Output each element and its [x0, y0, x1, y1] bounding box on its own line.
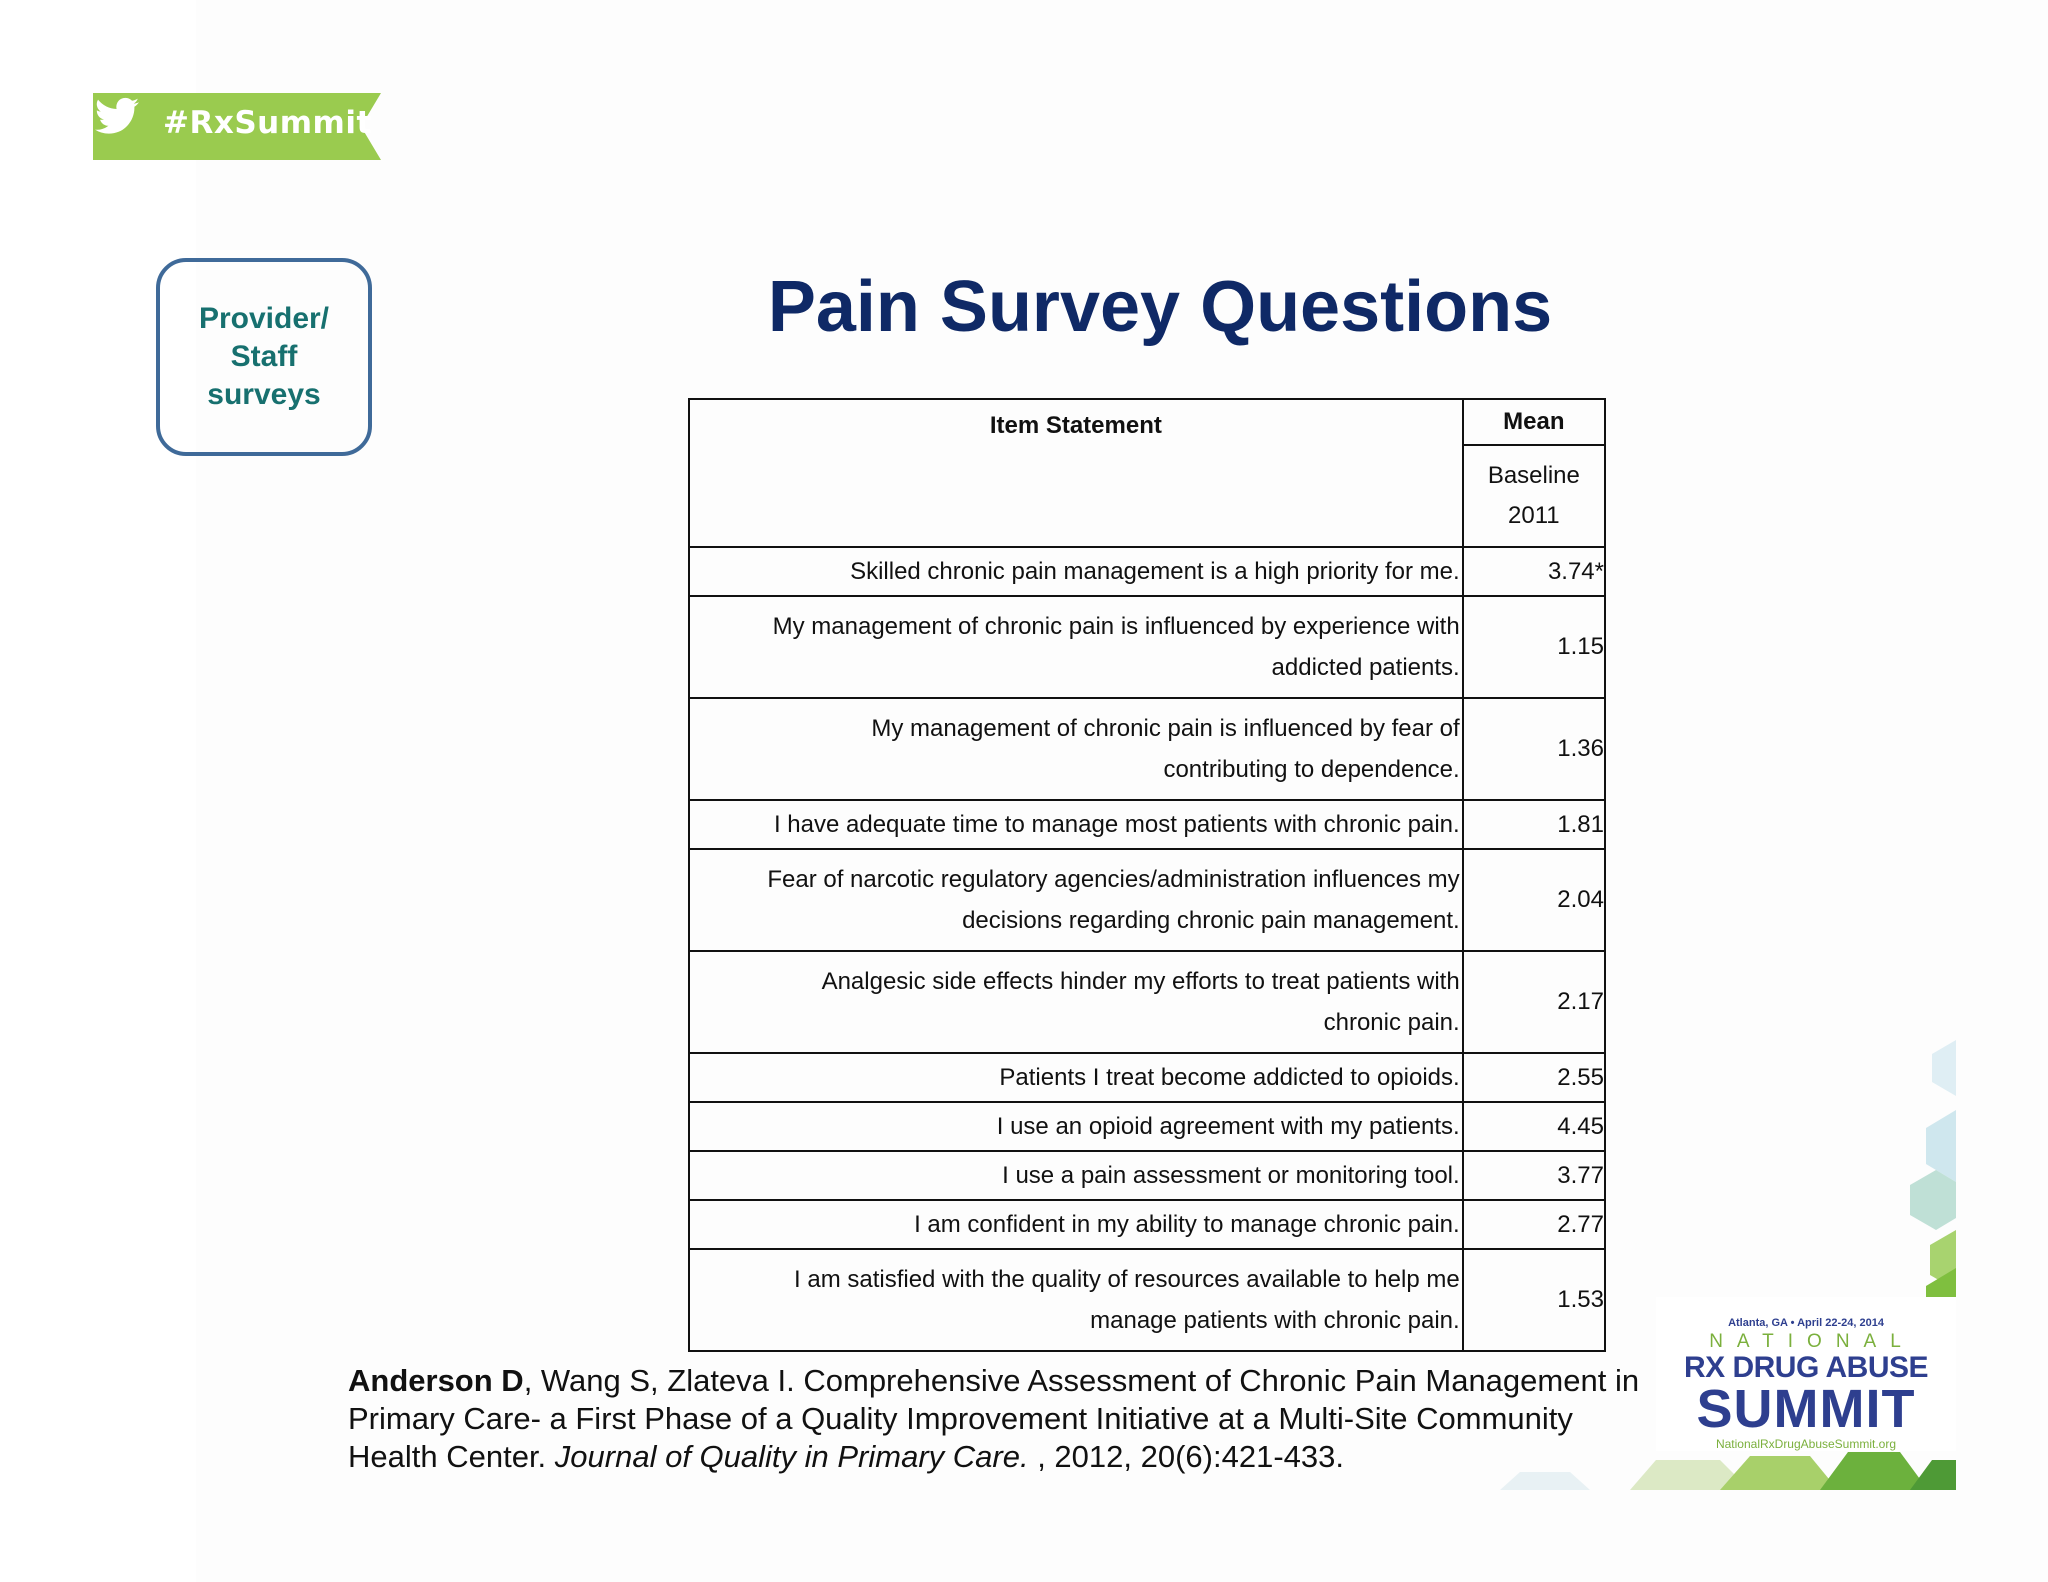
summit-logo-text	[1656, 1297, 1956, 1451]
item-statement: My management of chronic pain is influenced by experience with addicted patients.	[689, 596, 1463, 698]
baseline-header	[1463, 445, 1605, 547]
citation	[348, 1362, 1668, 1476]
badge-line: Provider/	[198, 302, 330, 335]
table-row	[689, 1200, 1605, 1249]
table-row	[689, 1249, 1605, 1351]
item-statement: Fear of narcotic regulatory agencies/administration influences my decisions regarding chronic pain management.	[689, 849, 1463, 951]
summit-word: SUMMIT	[1696, 1379, 1916, 1439]
summit-date: Atlanta, GA • April 22-24, 2014	[1728, 1317, 1884, 1329]
table-row	[689, 951, 1605, 1053]
badge-line: Staff	[230, 340, 298, 373]
badge-line: surveys	[207, 378, 321, 411]
mean-value: 2.17	[1463, 951, 1605, 1053]
baseline-year: 2011	[1508, 502, 1560, 529]
summit-url: NationalRxDrugAbuseSummit.org	[1715, 1437, 1897, 1451]
table-row	[689, 800, 1605, 849]
twitter-bird-icon	[93, 93, 141, 141]
baseline-label: Baseline	[1487, 462, 1580, 489]
item-statement: My management of chronic pain is influenced by fear of contributing to dependence.	[689, 698, 1463, 800]
citation-details: , 2012, 20(6):421-433.	[1037, 1439, 1344, 1474]
mean-value: 2.55	[1463, 1053, 1605, 1102]
mean-value: 1.36	[1463, 698, 1605, 800]
mean-header: Mean	[1463, 399, 1605, 445]
citation-journal: Journal of Quality in Primary Care.	[554, 1439, 1038, 1474]
item-statement: Analgesic side effects hinder my efforts to treat patients with chronic pain.	[689, 951, 1463, 1053]
citation-lead-author: Anderson D	[348, 1363, 524, 1398]
table-row	[689, 1102, 1605, 1151]
page-title: Pain Survey Questions	[767, 267, 1553, 347]
table-row	[689, 547, 1605, 596]
mean-value: 4.45	[1463, 1102, 1605, 1151]
provider-staff-badge	[156, 258, 372, 456]
item-statement-header: Item Statement	[689, 399, 1463, 547]
table-row	[689, 849, 1605, 951]
mean-value: 2.77	[1463, 1200, 1605, 1249]
item-statement: Skilled chronic pain management is a high priority for me.	[689, 547, 1463, 596]
mean-value: 1.53	[1463, 1249, 1605, 1351]
item-statement: I am confident in my ability to manage chronic pain.	[689, 1200, 1463, 1249]
mean-value: 3.74*	[1463, 547, 1605, 596]
summit-rx: RX DRUG ABUSE	[1683, 1351, 1929, 1384]
table-row	[689, 596, 1605, 698]
table-header-row	[689, 399, 1605, 445]
table-row	[689, 698, 1605, 800]
item-statement: Patients I treat become addicted to opioids.	[689, 1053, 1463, 1102]
table-row	[689, 1151, 1605, 1200]
item-statement: I am satisfied with the quality of resources available to help me manage patients with chronic pain.	[689, 1249, 1463, 1351]
item-statement: I use an opioid agreement with my patients.	[689, 1102, 1463, 1151]
survey-table	[688, 398, 1606, 1352]
hashtag-banner	[93, 93, 381, 160]
hashtag-label: #RxSummit	[163, 105, 372, 141]
mean-value: 3.77	[1463, 1151, 1605, 1200]
mean-value: 2.04	[1463, 849, 1605, 951]
citation-authors: , Wang S, Zlateva I. Comprehensive Assessment of Chronic Pain Management in Primary Care- a First Phase of a Quality Improvement Initiative at a Multi-Site Community Health Center.	[348, 1363, 1640, 1474]
mean-value: 1.15	[1463, 596, 1605, 698]
item-statement: I have adequate time to manage most patients with chronic pain.	[689, 800, 1463, 849]
summit-national: NATIONAL	[1709, 1331, 1915, 1352]
item-statement: I use a pain assessment or monitoring tool.	[689, 1151, 1463, 1200]
table-row	[689, 1053, 1605, 1102]
mean-value: 1.81	[1463, 800, 1605, 849]
